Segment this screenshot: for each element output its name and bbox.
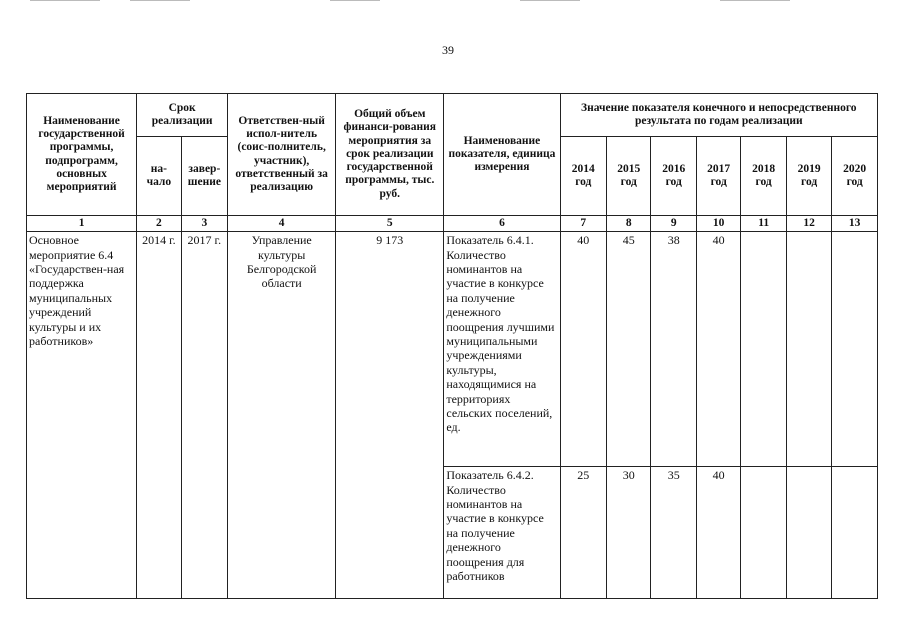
responsible-executor: Управление культуры Белгородской области xyxy=(228,232,336,599)
period-start: 2014 г. xyxy=(137,232,181,599)
scan-artifact-line xyxy=(520,0,580,1)
indicator-name: Показатель 6.4.2. Количество номинантов на участие в конкурсе на получение денежного поощрения для работников xyxy=(444,467,560,599)
column-number: 4 xyxy=(228,216,336,232)
period-end: 2017 г. xyxy=(181,232,228,599)
indicator-value: 45 xyxy=(607,232,651,467)
scan-artifact-line xyxy=(330,0,380,1)
header-start: на-чало xyxy=(137,137,181,216)
scan-artifact-line xyxy=(720,0,790,1)
header-year: 2018 год xyxy=(741,137,786,216)
header-funding: Общий объем финанси-рования мероприятия за срок реализации государственной программы, тыс. руб. xyxy=(336,94,444,216)
indicator-value: 25 xyxy=(560,467,606,599)
indicator-value: 40 xyxy=(696,467,740,599)
indicator-value xyxy=(832,467,878,599)
header-year: 2020 год xyxy=(832,137,878,216)
indicator-value: 40 xyxy=(560,232,606,467)
column-number: 6 xyxy=(444,216,560,232)
header-year: 2015 год xyxy=(607,137,651,216)
column-number: 2 xyxy=(137,216,181,232)
indicator-value xyxy=(741,232,786,467)
indicator-value xyxy=(786,232,831,467)
column-number: 7 xyxy=(560,216,606,232)
header-period: Срок реализации xyxy=(137,94,228,137)
indicator-value: 35 xyxy=(651,467,696,599)
header-indicator: Наименование показателя, единица измерения xyxy=(444,94,560,216)
header-end: завер-шение xyxy=(181,137,228,216)
scan-artifact-line xyxy=(130,0,190,1)
indicator-value xyxy=(741,467,786,599)
header-responsible: Ответствен-ный испол-нитель (соис-полнитель, участник), ответственный за реализацию xyxy=(228,94,336,216)
column-number: 13 xyxy=(832,216,878,232)
program-table xyxy=(26,93,878,599)
table-row xyxy=(27,232,878,467)
column-number: 5 xyxy=(336,216,444,232)
header-name: Наименование государственной программы, подпрограмм, основных мероприятий xyxy=(27,94,137,216)
column-number: 10 xyxy=(696,216,740,232)
column-number: 1 xyxy=(27,216,137,232)
indicator-value xyxy=(786,467,831,599)
column-number: 3 xyxy=(181,216,228,232)
indicator-value: 30 xyxy=(607,467,651,599)
indicator-value: 40 xyxy=(696,232,740,467)
column-number: 12 xyxy=(786,216,831,232)
indicator-name: Показатель 6.4.1. Количество номинантов на участие в конкурсе на получение денежного поощрения лучшими муниципальными учреждениями культуры, находящимися на территориях сельских поселений, ед. xyxy=(444,232,560,467)
header-year: 2016 год xyxy=(651,137,696,216)
indicator-value xyxy=(832,232,878,467)
funding-amount: 9 173 xyxy=(336,232,444,599)
activity-name: Основное мероприятие 6.4 «Государствен-ная поддержка муниципальных учреждений культуры и их работников» xyxy=(27,232,137,599)
scan-artifact-line xyxy=(30,0,100,1)
header-year: 2014 год xyxy=(560,137,606,216)
column-number: 8 xyxy=(607,216,651,232)
column-number: 11 xyxy=(741,216,786,232)
page-number: 39 xyxy=(442,43,454,57)
column-number: 9 xyxy=(651,216,696,232)
header-year: 2017 год xyxy=(696,137,740,216)
header-year: 2019 год xyxy=(786,137,831,216)
header-values: Значение показателя конечного и непосредственного результата по годам реализации xyxy=(560,94,877,137)
indicator-value: 38 xyxy=(651,232,696,467)
